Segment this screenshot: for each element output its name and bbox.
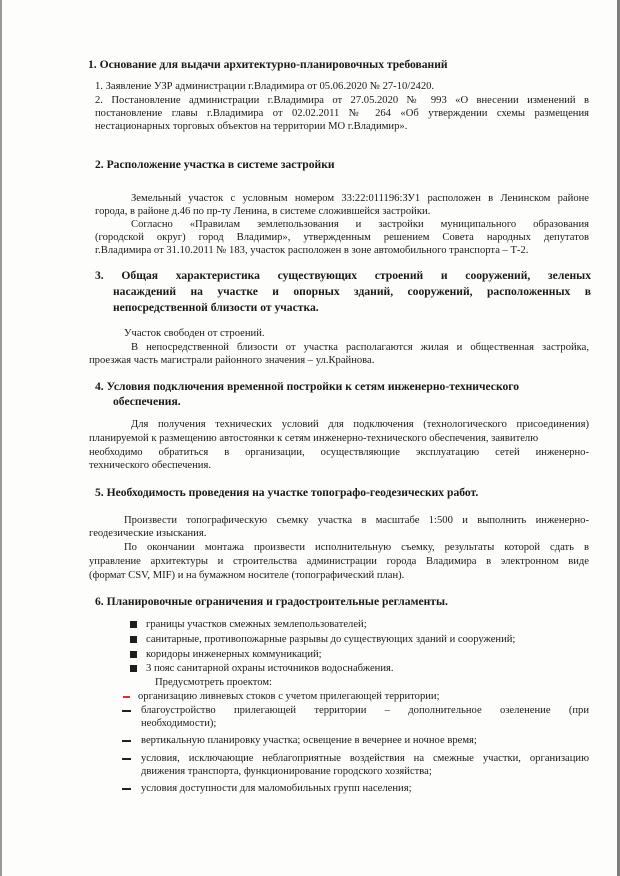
bullet-item-2: санитарные, противопожарные разрывы до существующих зданий и сооружений; xyxy=(146,634,516,645)
section-2-line-3: Согласно «Правилам землепользования и застройки муниципального образования xyxy=(131,219,589,230)
section-2-line-2: города, в районе д.46 по пр-ту Ленина, в системе сложившейся застройки. xyxy=(95,206,431,217)
square-bullet-icon xyxy=(130,636,137,643)
section-1-line-2: 2. Постановление администрации г.Владимира от 27.05.2020 № 993 «О внесении изменений в xyxy=(95,95,589,106)
section-4-line-3: необходимо обратиться в организации, осуществляющие эксплуатацию сетей инженерно- xyxy=(89,447,589,458)
section-5-line-3: По окончании монтажа произвести исполнительную съемку, результаты которой сдать в xyxy=(124,542,589,553)
square-bullet-icon xyxy=(130,665,137,672)
section-1-line-1: 1. Заявление УЗР администрации г.Владимира от 05.06.2020 № 27-10/2420. xyxy=(95,81,435,92)
dash-icon xyxy=(122,788,131,790)
section-4-line-2: планируемой к размещению автостоянки к сетям инженерно-технического обеспечения, заявителю xyxy=(89,433,539,444)
section-5-title: 5. Необходимость проведения на участке топографо-геодезических работ. xyxy=(95,486,479,499)
dash-item-5: условия доступности для маломобильных групп населения; xyxy=(141,783,412,794)
section-4-title-line-2: обеспечения. xyxy=(113,395,181,408)
section-5-line-2: геодезические изыскания. xyxy=(89,528,207,539)
dash-icon xyxy=(122,740,131,742)
section-3-title-line-3: непосредственной близости от участка. xyxy=(113,301,319,314)
bullet-item-1: границы участков смежных землепользователей; xyxy=(146,619,367,630)
red-dash-icon xyxy=(123,696,130,698)
section-3-line-1: Участок свободен от строений. xyxy=(124,328,265,339)
section-3-line-3: проезжая часть магистрали районного значения – ул.Крайнова. xyxy=(89,355,375,366)
dash-item-4: условия, исключающие неблагоприятные воздействия на смежные участки, организацию xyxy=(141,753,589,764)
provide-label: Предусмотреть проектом: xyxy=(155,677,272,688)
section-5-line-1: Произвести топографическую съемку участка в масштабе 1:500 и выполнить инженерно- xyxy=(124,515,589,526)
section-4-line-4: технического обеспечения. xyxy=(89,460,211,471)
dash-item-3: вертикальную планировку участка; освещение в вечернее и ночное время; xyxy=(141,735,477,746)
square-bullet-icon xyxy=(130,621,137,628)
dash-item-1: организацию ливневых стоков с учетом прилегающей территории; xyxy=(138,691,440,702)
section-6-title: 6. Планировочные ограничения и градостроительные регламенты. xyxy=(95,595,448,608)
dash-item-4-cont: движения транспорта, функционирование городского хозяйства; xyxy=(141,766,432,777)
section-4-title-line-1: 4. Условия подключения временной постройки к сетям инженерно-технического xyxy=(95,380,520,393)
square-bullet-icon xyxy=(130,651,137,658)
dash-icon xyxy=(122,710,131,712)
section-3-title-line-1: 3. Общая характеристика существующих строений и сооружений, зеленых xyxy=(95,269,591,282)
scan-edge-left xyxy=(0,0,2,876)
section-3-title-line-2: насаждений на участке и опорных зданий, сооружений, расположенных в xyxy=(113,285,591,298)
section-5-line-5: (формат CSV, MIF) и на бумажном носителе (топографический план). xyxy=(89,570,405,581)
section-2-title: 2. Расположение участка в системе застройки xyxy=(95,158,335,171)
section-1-title: 1. Основание для выдачи архитектурно-планировочных требований xyxy=(88,58,448,71)
section-1-line-4: нестационарных торговых объектов на территории МО г.Владимир». xyxy=(95,121,408,132)
bullet-item-4: 3 пояс санитарной охраны источников водоснабжения. xyxy=(146,663,394,674)
dash-icon xyxy=(122,758,131,760)
dash-item-2: благоустройство прилегающей территории – дополнительное озеленение (при xyxy=(141,705,589,716)
section-2-line-4: (городской округ) город Владимир», утвержденным решением Совета народных депутатов xyxy=(95,232,589,243)
section-1-line-3: постановление главы г.Владимира от 02.02.2011 № 264 «Об утверждении схемы размещения xyxy=(95,108,589,119)
bullet-item-3: коридоры инженерных коммуникаций; xyxy=(146,649,322,660)
section-2-line-1: Земельный участок с условным номером 33:22:011196:ЗУ1 расположен в Ленинском районе xyxy=(131,193,589,204)
section-2-line-5: г.Владимира от 31.10.2011 № 183, участок расположен в зоне автомобильного транспорта – Т-2. xyxy=(95,245,529,256)
section-3-line-2: В непосредственной близости от участка располагаются жилая и общественная застройка, xyxy=(131,342,589,353)
section-4-line-1: Для получения технических условий для подключения (технологического присоединения) xyxy=(131,419,589,430)
section-5-line-4: управление архитектуры и строительства администрации города Владимира в электронном виде xyxy=(89,556,589,567)
dash-item-2-cont: необходимости); xyxy=(141,718,217,729)
